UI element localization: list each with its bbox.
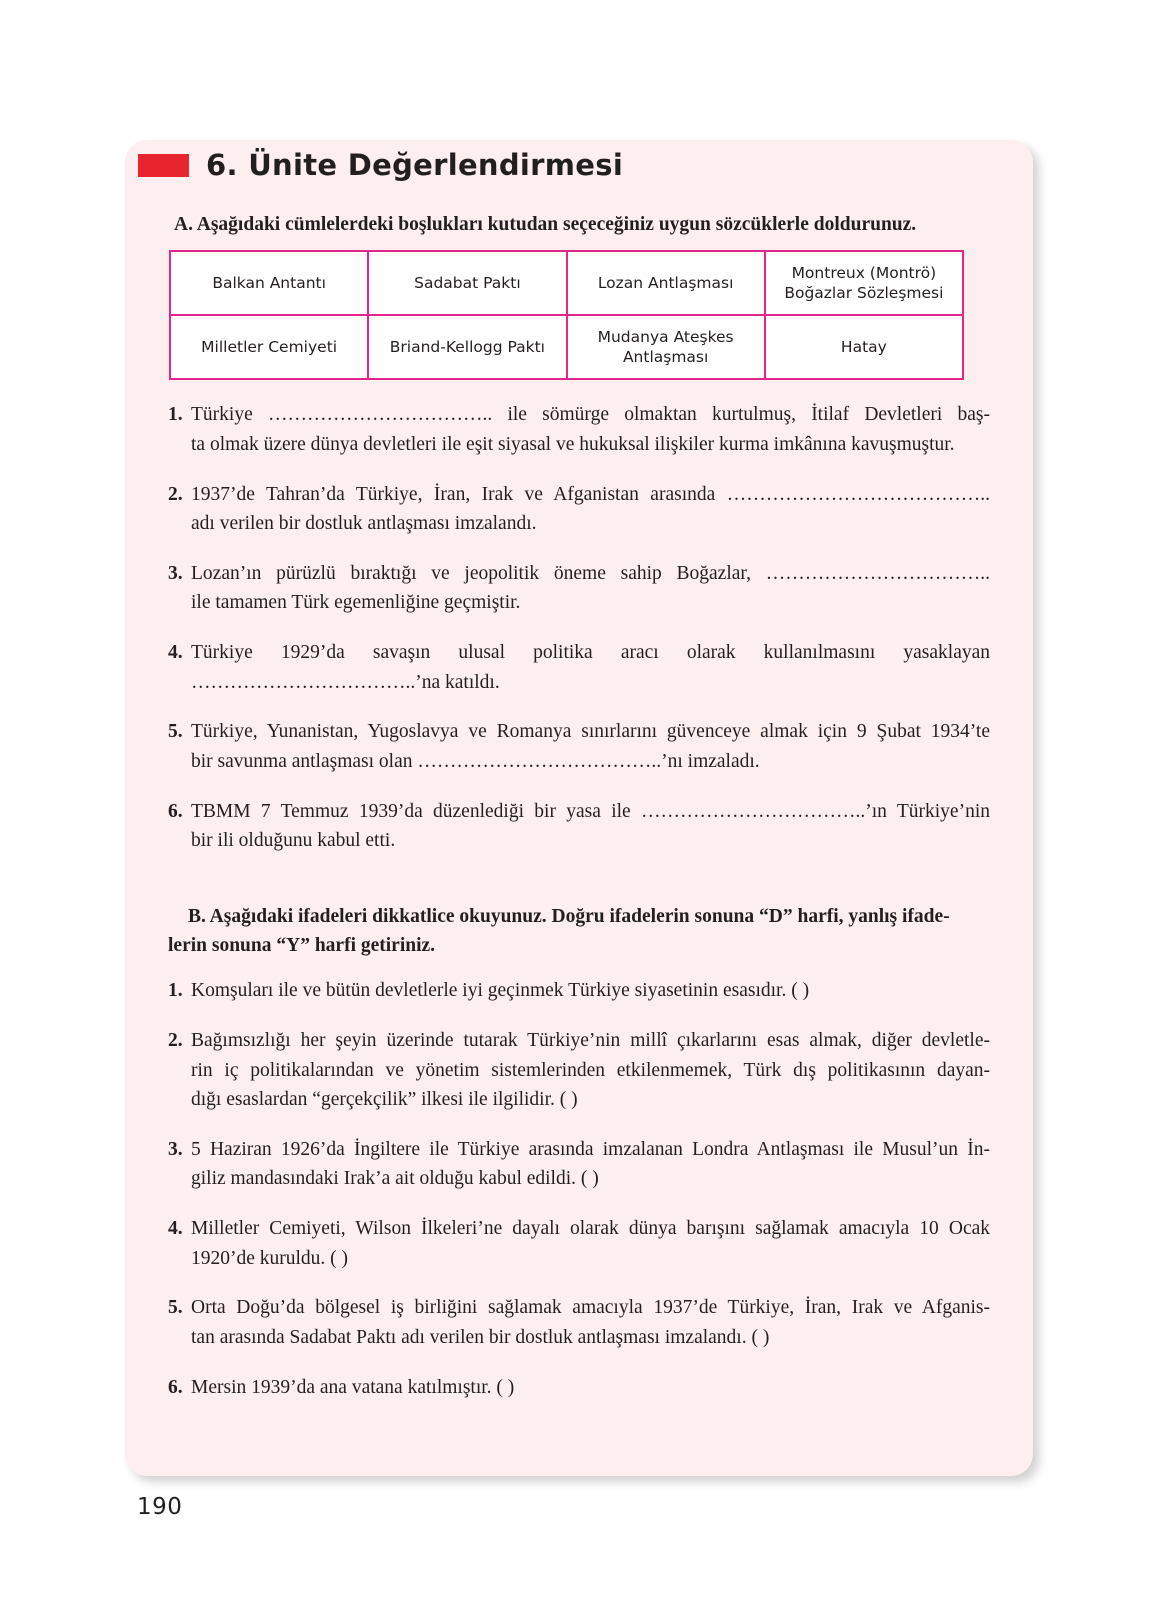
question-line: bir ili olduğunu kabul etti. [191, 830, 396, 852]
question-number: 2. [168, 483, 183, 505]
list-item[interactable] [168, 400, 990, 459]
word-bank-cell[interactable]: Montreux (Montrö) Boğazlar Sözleşmesi [765, 251, 963, 315]
section-a-questions [168, 400, 990, 856]
red-square-icon [138, 154, 189, 177]
question-line: dığı esaslardan “gerçekçilik” ilkesi ile ilgilidir. ( ) [191, 1089, 578, 1111]
question-number: 5. [168, 721, 183, 743]
question-line: ……………………………..’na katıldı. [191, 671, 500, 693]
question-line: ile tamamen Türk egemenliğine geçmiştir. [191, 592, 521, 614]
word-bank-table [169, 250, 964, 380]
question-line: Türkiye …………………………….. ile sömürge olmaktan kurtulmuş, İtilaf Devletleri baş- [191, 404, 990, 426]
question-line: Bağımsızlığı her şeyin üzerinde tutarak Türkiye’nin millî çıkarlarını esas almak, diğer devletle- [191, 1029, 990, 1051]
section-b-instruction-line: B. Aşağıdaki ifadeleri dikkatlice okuyunuz. Doğru ifadelerin sonuna “D” harfi, yanlış ifade- [188, 905, 950, 927]
question-line: ta olmak üzere dünya devletleri ile eşit siyasal ve hukuksal ilişkiler kurma imkânına kavuşmuştur. [191, 433, 955, 455]
list-item[interactable] [168, 1293, 990, 1352]
word-bank-cell[interactable]: Balkan Antantı [170, 251, 368, 315]
question-line: rin iç politikalarından ve yönetim sistemlerinden etkilenmemek, Türk dış politikasının dayan- [191, 1059, 990, 1081]
true-false-list [168, 976, 990, 1402]
word-bank-cell[interactable]: Milletler Cemiyeti [170, 315, 368, 379]
section-a-instruction: A. Aşağıdaki cümlelerdeki boşlukları kutudan seçeceğiniz uygun sözcüklerle doldurunuz. [174, 214, 917, 235]
question-line: 5 Haziran 1926’da İngiltere ile Türkiye arasında imzalanan Londra Antlaşması ile Musul’un İn- [191, 1138, 990, 1160]
word-bank-cell[interactable]: Mudanya Ateşkes Antlaşması [567, 315, 765, 379]
question-line: TBMM 7 Temmuz 1939’da düzenlediği bir yasa ile ……………………………..’ın Türkiye’nin [191, 800, 990, 822]
question-line: giliz mandasındaki Irak’a ait olduğu kabul edildi. ( ) [191, 1168, 599, 1190]
question-number: 3. [168, 562, 183, 584]
list-item[interactable] [168, 559, 990, 618]
word-bank-cell[interactable]: Sadabat Paktı [368, 251, 566, 315]
word-bank-cell[interactable]: Hatay [765, 315, 963, 379]
question-number: 6. [168, 1376, 183, 1398]
table-row [170, 251, 963, 315]
question-number: 3. [168, 1138, 183, 1160]
question-line: Mersin 1939’da ana vatana katılmıştır. ( ) [191, 1376, 515, 1398]
question-number: 1. [168, 980, 183, 1002]
question-line: Komşuları ile ve bütün devletlerle iyi geçinmek Türkiye siyasetinin esasıdır. ( ) [191, 980, 810, 1002]
fill-in-blank-list [168, 400, 990, 856]
question-line: Orta Doğu’da bölgesel iş birliğini sağlamak amacıyla 1937’de Türkiye, İran, Irak ve Afganis- [191, 1297, 990, 1319]
question-line: 1920’de kuruldu. ( ) [191, 1247, 349, 1269]
table-row [170, 315, 963, 379]
question-line: 1937’de Tahran’da Türkiye, İran, Irak ve Afganistan arasında ………………………………….. [191, 483, 990, 505]
question-number: 6. [168, 800, 183, 822]
section-b-instruction [168, 902, 990, 961]
question-number: 2. [168, 1029, 183, 1051]
list-item[interactable] [168, 717, 990, 776]
question-line: Türkiye, Yunanistan, Yugoslavya ve Romanya sınırlarını güvenceye almak için 9 Şubat 1934’te [191, 721, 990, 743]
list-item[interactable] [168, 480, 990, 539]
word-bank-cell[interactable]: Briand-Kellogg Paktı [368, 315, 566, 379]
list-item[interactable] [168, 797, 990, 856]
question-number: 4. [168, 642, 183, 664]
question-number: 1. [168, 404, 183, 426]
question-line: Lozan’ın pürüzlü bıraktığı ve jeopolitik öneme sahip Boğazlar, …………………………….. [191, 562, 990, 584]
list-item[interactable] [168, 1214, 990, 1273]
section-b [168, 902, 990, 1402]
list-item[interactable] [168, 976, 990, 1006]
question-line: Milletler Cemiyeti, Wilson İlkeleri’ne dayalı olarak dünya barışını sağlamak amacıyla 10 Ocak [191, 1218, 990, 1240]
question-line: bir savunma antlaşması olan ………………………………..’nı imzaladı. [191, 750, 760, 772]
question-number: 5. [168, 1297, 183, 1319]
question-number: 4. [168, 1218, 183, 1240]
question-line: adı verilen bir dostluk antlaşması imzalandı. [191, 513, 537, 535]
page-heading [138, 148, 624, 182]
page-title: 6. Ünite Değerlendirmesi [206, 148, 624, 182]
list-item[interactable] [168, 1373, 990, 1403]
list-item[interactable] [168, 638, 990, 697]
section-b-instruction-line: lerin sonuna “Y” harfi getiriniz. [168, 935, 436, 957]
content-card [125, 140, 1033, 1476]
question-line: Türkiye 1929’da savaşın ulusal politika aracı olarak kullanılmasını yasaklayan [191, 642, 990, 664]
list-item[interactable] [168, 1026, 990, 1115]
worksheet-content [168, 212, 990, 1402]
list-item[interactable] [168, 1135, 990, 1194]
word-bank-cell[interactable]: Lozan Antlaşması [567, 251, 765, 315]
question-line: tan arasında Sadabat Paktı adı verilen bir dostluk antlaşması imzalandı. ( ) [191, 1326, 770, 1348]
page-number: 190 [137, 1494, 183, 1520]
